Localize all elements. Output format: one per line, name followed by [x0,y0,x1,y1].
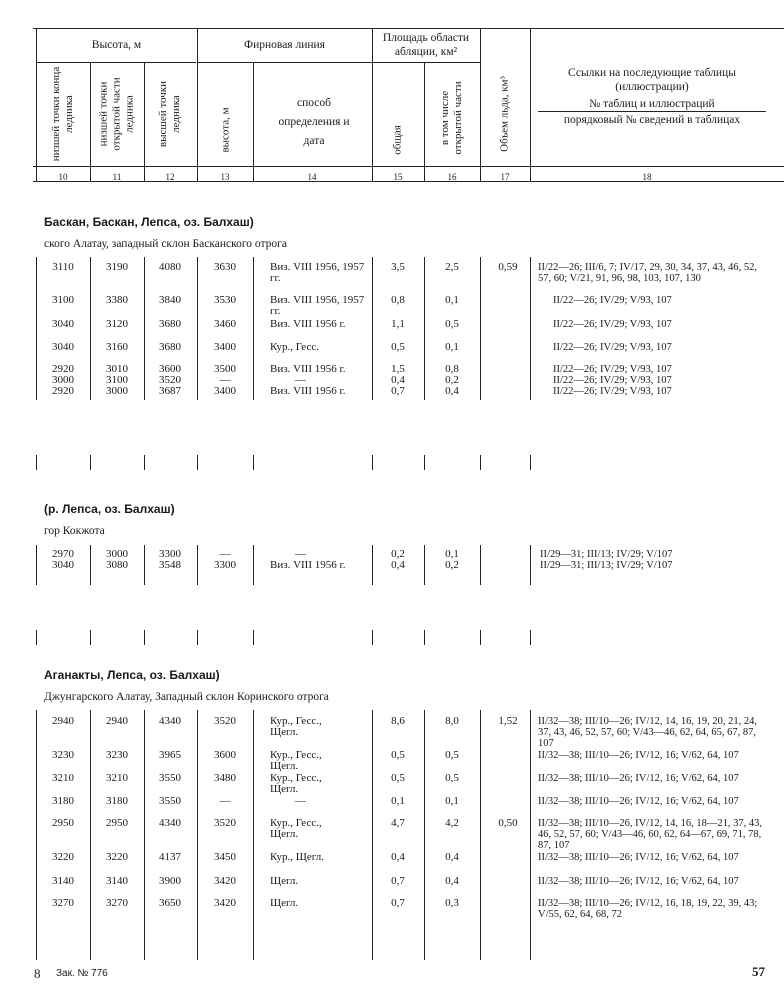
table-vline [480,257,481,400]
order-number: Зак. № 776 [56,968,108,979]
table-vline [90,257,91,400]
table-vline [480,545,481,585]
area-group-rule [372,62,480,63]
table-vline [197,710,198,960]
firn-group-rule [197,62,372,63]
col-number: 15 [393,172,403,182]
table-vline [424,257,425,400]
cell-c16: 0,4 [445,385,459,397]
cell-c15: 0,1 [391,795,405,807]
cell-c10: 2950 [52,817,74,829]
cell-c10: 2920 [52,385,74,397]
cell-c13: — [219,795,231,807]
cell-c10: 3180 [52,795,74,807]
gap-tick [36,630,37,645]
height-group-heading: Высота, м [91,39,142,51]
cell-c14: Кур., Гесс., Щегл. [270,772,322,795]
gap-tick [372,630,373,645]
gap-tick [530,630,531,645]
cell-c15: 0,5 [391,749,405,761]
cell-c16: 0,1 [445,341,459,353]
cell-c11: 3120 [106,318,128,330]
cell-c11: 3010 [106,363,128,375]
cell-c12: 3548 [159,559,181,571]
cell-c13: 3300 [214,559,236,571]
colnum-rule [33,181,784,182]
cell-c15: 0,7 [391,875,405,887]
cell-c15: 0,7 [391,897,405,909]
cell-c10: 3220 [52,851,74,863]
table-vline [144,710,145,960]
col-number: 17 [500,172,510,182]
cell-c14: Щегл. [270,897,299,909]
cell-c10: 3040 [52,559,74,571]
cell-c13: — [219,374,231,386]
gap-tick [424,630,425,645]
cell-c10: 3000 [52,374,74,386]
gap-tick [197,630,198,645]
cell-c16: 0,5 [445,772,459,784]
cell-c11: 3380 [106,294,128,306]
cell-c16: 0,1 [445,294,459,306]
cell-c13: 3520 [214,715,236,727]
cell-c18: II/32—38; III/10—26; IV/12, 16; V/62, 64, 107 [538,876,739,887]
cell-c14: Виз. VIII 1956 г. [270,363,346,375]
cell-c14: Виз. VIII 1956 г. [270,385,346,397]
cell-c16: 0,4 [445,851,459,863]
cell-c15: 0,5 [391,341,405,353]
cell-c13: 3460 [214,318,236,330]
col17-heading: Объем льда, км³ [498,76,511,152]
col-number: 14 [307,172,317,182]
col-number: 10 [58,172,68,182]
cell-c15: 0,2 [391,548,405,560]
cell-c18: II/32—38; III/10—26; IV/12, 16; V/62, 64, 107 [538,750,739,761]
cell-c10: 3140 [52,875,74,887]
cell-c18: II/22—26; III/6, 7; IV/17, 29, 30, 34, 37, 43, 46, 52, 57, 60; V/21, 91, 96, 98, 103, 107, 130 [538,262,758,284]
cell-c11: 2940 [106,715,128,727]
cell-c11: 3160 [106,341,128,353]
area-group-heading-line2: абляции, км² [394,46,458,58]
cell-c15: 0,8 [391,294,405,306]
cell-c14: Виз. VIII 1956 г. [270,318,346,330]
cell-c14: Кур., Гесс. [270,341,319,353]
cell-c16: 0,2 [445,374,459,386]
cell-c11: 3080 [106,559,128,571]
section-title: Баскан, Баскан, Лепса, оз. Балхаш) [44,215,254,229]
cell-c16: 0,8 [445,363,459,375]
cell-c14: Кур., Гесс., Щегл. [270,749,322,772]
cell-c12: 3550 [159,772,181,784]
cell-c18: II/22—26; IV/29; V/93, 107 [553,386,672,397]
cell-c18: II/22—26; IV/29; V/93, 107 [553,319,672,330]
cell-c11: 3000 [106,385,128,397]
cell-c13: 3420 [214,897,236,909]
refs-sub-rule [538,111,766,112]
cell-c16: 0,2 [445,559,459,571]
cell-c16: 0,3 [445,897,459,909]
section-subtitle: гор Кокжота [44,525,105,537]
cell-c10: 3230 [52,749,74,761]
table-vline [36,257,37,400]
cell-c12: 3520 [159,374,181,386]
cell-c18: II/32—38; III/10—26; IV/12, 16; V/62, 64, 107 [538,773,739,784]
table-vline [424,545,425,585]
cell-c18: II/32—38; III/10—26; IV/12, 16; V/62, 64, 107 [538,852,739,863]
col12-heading: высшей точки ледника [157,80,182,148]
table-vline [372,257,373,400]
section-title: Аганакты, Лепса, оз. Балхаш) [44,668,220,682]
cell-c13: 3600 [214,749,236,761]
cell-c14: Виз. VIII 1956, 1957 гг. [270,261,365,284]
gap-tick [530,455,531,470]
cell-c15: 4,7 [391,817,405,829]
col15-heading: общая [391,125,404,155]
cell-c13: 3530 [214,294,236,306]
table-vline [372,710,373,960]
cell-c11: 3270 [106,897,128,909]
table-vline [90,545,91,585]
cell-c18: II/32—38; III/10—26; IV/12, 16; V/62, 64, 107 [538,796,739,807]
gap-tick [424,455,425,470]
cell-c12: 4340 [159,817,181,829]
cell-c12: 4137 [159,851,181,863]
cell-c14: — [295,795,306,807]
header-vline [144,62,145,181]
cell-c10: 3210 [52,772,74,784]
gap-tick [90,630,91,645]
cell-c18: II/32—38; III/10—26; IV/12, 16, 18, 19, 22, 39, 43; V/55, 62, 64, 68, 72 [538,898,758,920]
cell-c18: II/32—38; III/10—26; IV/12, 14, 16, 19, 20, 21, 24, 37, 43, 46, 52, 57, 60; V/43—46, 62, 64, 65, 67, 87, 107 [538,716,758,749]
cell-c13: 3420 [214,875,236,887]
gap-tick [253,630,254,645]
cell-c14: Кур., Гесс., Щегл. [270,715,322,738]
cell-c10: 2940 [52,715,74,727]
col14-heading: способ определения и дата [278,97,350,147]
table-vline [372,545,373,585]
cell-c16: 2,5 [445,261,459,273]
cell-c16: 0,1 [445,795,459,807]
area-group-heading-line1: Площадь области [382,32,470,44]
cell-c16: 0,1 [445,548,459,560]
signature-mark: 8 [34,966,41,981]
cell-c12: 3965 [159,749,181,761]
cell-c12: 4080 [159,261,181,273]
cell-c12: 3300 [159,548,181,560]
header-vline [530,28,531,181]
cell-c10: 2920 [52,363,74,375]
cell-c17: 0,50 [498,817,518,829]
gap-tick [197,455,198,470]
gap-tick [253,455,254,470]
refs-subheading-tables: № таблиц и иллюстраций [589,98,715,110]
height-group-rule [36,62,196,63]
cell-c18: II/22—26; IV/29; V/93, 107 [553,342,672,353]
cell-c15: 3,5 [391,261,405,273]
cell-c14: Виз. VIII 1956, 1957 гг. [270,294,365,317]
cell-c18: II/29—31; III/13; IV/29; V/107 [540,560,673,571]
cell-c12: 4340 [159,715,181,727]
col-number: 18 [642,172,652,182]
col13-heading: высота, м [219,107,232,153]
cell-c11: 3140 [106,875,128,887]
cell-c10: 3110 [52,261,74,273]
refs-heading: Ссылки на последующие таблицы (иллюстрации) [568,67,736,93]
cell-c10: 3040 [52,318,74,330]
cell-c16: 0,4 [445,875,459,887]
col-number: 11 [112,172,122,182]
cell-c16: 0,5 [445,749,459,761]
cell-c10: 3270 [52,897,74,909]
table-vline [253,257,254,400]
cell-c13: 3520 [214,817,236,829]
table-vline [36,545,37,585]
cell-c13: 3400 [214,341,236,353]
cell-c13: 3630 [214,261,236,273]
firn-group-heading: Фирновая линия [244,39,325,51]
cell-c14: — [295,548,306,560]
cell-c15: 0,4 [391,851,405,863]
cell-c10: 3100 [52,294,74,306]
table-vline [530,545,531,585]
table-vline [197,257,198,400]
gap-tick [480,455,481,470]
refs-subheading-order: порядковый № сведений в таблицах [563,114,741,126]
table-vline [36,710,37,960]
gap-tick [372,455,373,470]
cell-c18: II/22—26; IV/29; V/93, 107 [553,295,672,306]
gap-tick [144,455,145,470]
cell-c11: 3180 [106,795,128,807]
cell-c18: II/32—38; III/10—26, IV/12, 14, 16, 18—21, 37, 43, 46, 52, 57, 60; V/43—46, 60, 62, 64—67, 69, 71, 78, 87, 107 [538,818,762,851]
cell-c13: 3400 [214,385,236,397]
cell-c11: 2950 [106,817,128,829]
cell-c16: 0,5 [445,318,459,330]
cell-c12: 3900 [159,875,181,887]
cell-c17: 1,52 [498,715,518,727]
cell-c14: Щегл. [270,875,299,887]
cell-c14: Виз. VIII 1956 г. [270,559,346,571]
cell-c16: 4,2 [445,817,459,829]
header-vline [90,62,91,181]
col11-heading: низшей точки открытой части ледника [97,77,136,151]
col16-heading: в том числе открытой части [439,81,464,155]
cell-c11: 3190 [106,261,128,273]
col10-heading: низшей точки конца ледника [50,66,75,162]
cell-c11: 3230 [106,749,128,761]
table-vline [530,257,531,400]
cell-c12: 3680 [159,341,181,353]
cell-c15: 1,1 [391,318,405,330]
section-title: (р. Лепса, оз. Балхаш) [44,502,175,516]
table-vline [253,545,254,585]
cell-c15: 0,7 [391,385,405,397]
cell-c18: II/29—31; III/13; IV/29; V/107 [540,549,673,560]
table-vline [144,257,145,400]
gap-tick [36,455,37,470]
cell-c10: 2970 [52,548,74,560]
cell-c10: 3040 [52,341,74,353]
cell-c11: 3210 [106,772,128,784]
cell-c14: — [295,374,306,386]
section-subtitle: Джунгарского Алатау, Западный склон Коринского отрога [44,691,329,703]
header-vline [253,62,254,181]
cell-c11: 3220 [106,851,128,863]
cell-c12: 3680 [159,318,181,330]
table-vline [530,710,531,960]
cell-c14: Кур., Щегл. [270,851,324,863]
cell-c15: 0,4 [391,374,405,386]
col-number: 16 [447,172,457,182]
table-vline [253,710,254,960]
cell-c15: 1,5 [391,363,405,375]
header-bottom-rule [33,166,784,167]
cell-c15: 0,5 [391,772,405,784]
cell-c11: 3000 [106,548,128,560]
cell-c12: 3600 [159,363,181,375]
cell-c12: 3687 [159,385,181,397]
area-group-heading [372,31,480,59]
table-vline [197,545,198,585]
gap-tick [90,455,91,470]
col-number: 13 [220,172,230,182]
table-vline [90,710,91,960]
cell-c17: 0,59 [498,261,518,273]
cell-c12: 3650 [159,897,181,909]
cell-c18: II/22—26; IV/29; V/93, 107 [553,375,672,386]
cell-c13: — [219,548,231,560]
cell-c13: 3450 [214,851,236,863]
page-number: 57 [752,964,765,979]
section-subtitle: ского Алатау, западный склон Басканского отрога [44,238,288,250]
cell-c16: 8,0 [445,715,459,727]
cell-c13: 3500 [214,363,236,375]
gap-tick [480,630,481,645]
table-vline [144,545,145,585]
table-vline [424,710,425,960]
cell-c14: Кур., Гесс., Щегл. [270,817,322,840]
header-vline [424,62,425,181]
table-vline [480,710,481,960]
gap-tick [144,630,145,645]
cell-c11: 3100 [106,374,128,386]
header-vline [480,28,481,181]
cell-c15: 8,6 [391,715,405,727]
cell-c12: 3840 [159,294,181,306]
cell-c18: II/22—26; IV/29; V/93, 107 [553,364,672,375]
cell-c15: 0,4 [391,559,405,571]
cell-c12: 3550 [159,795,181,807]
cell-c13: 3480 [214,772,236,784]
col-number: 12 [165,172,175,182]
header-top-rule [33,28,784,29]
